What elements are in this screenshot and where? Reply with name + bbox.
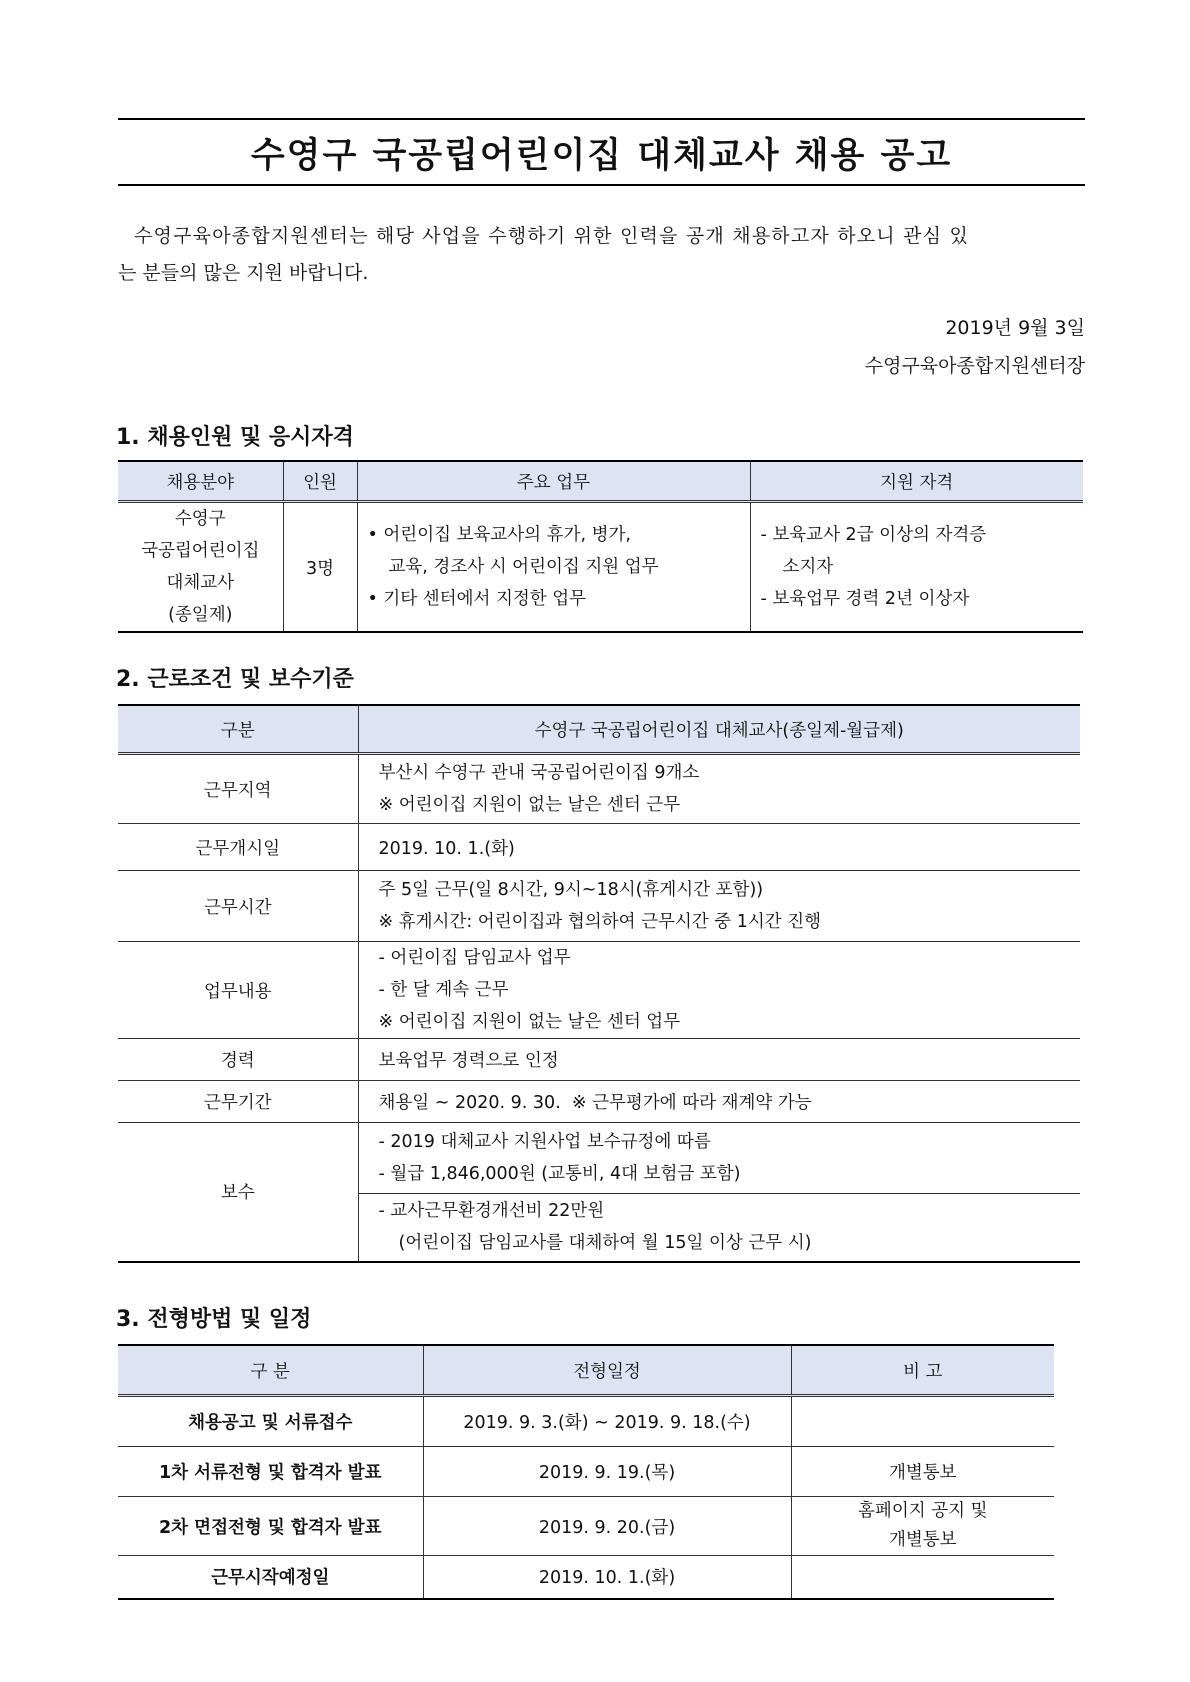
intro-line-2: 는 분들의 많은 지원 바랍니다. — [118, 262, 369, 284]
top-rule — [118, 118, 1085, 120]
row-label: 근무시간 — [118, 871, 358, 942]
recruit-table — [118, 460, 1083, 633]
note-cell — [791, 1396, 1054, 1447]
qualification-line: - 보육업무 경력 2년 이상자 — [760, 589, 970, 609]
schedule-table — [118, 1344, 1054, 1600]
header-duties: 주요 업무 — [357, 461, 750, 502]
section2-heading: 2. 근로조건 및 보수기준 — [116, 667, 354, 692]
row-content — [358, 942, 1080, 1039]
header-position: 수영구 국공립어린이집 대체교사(종일제-월급제) — [358, 705, 1080, 754]
note-line: 홈페이지 공지 및 — [858, 1501, 988, 1521]
content-line: - 월급 1,846,000원 (교통비, 4대 보험금 포함) — [378, 1164, 741, 1184]
content-line: (어린이집 담임교사를 대체하여 월 15일 이상 근무 시) — [398, 1233, 812, 1254]
recruit-count: 3명 — [283, 502, 357, 633]
row-content-pay-allowance — [358, 1194, 1080, 1262]
stage-cell: 채용공고 및 서류접수 — [118, 1396, 423, 1447]
schedule-cell: 2019. 9. 20.(금) — [423, 1497, 791, 1556]
content-line: ※ 어린이집 지원이 없는 날은 센터 근무 — [378, 795, 681, 815]
recruit-field — [118, 502, 283, 633]
row-label: 근무개시일 — [118, 824, 358, 871]
content-line: 주 5일 근무(일 8시간, 9시~18시(휴게시간 포함)) — [378, 880, 764, 900]
stage-cell: 2차 면접전형 및 합격자 발표 — [118, 1497, 423, 1556]
duty-line: 교육, 경조사 시 어린이집 지원 업무 — [388, 557, 659, 577]
notice-issuer: 수영구육아종합지원센터장 — [864, 355, 1085, 377]
duty-line: • 기타 센터에서 지정한 업무 — [367, 589, 587, 609]
qualification-line: 소지자 — [782, 557, 834, 577]
page-title: 수영구 국공립어린이집 대체교사 채용 공고 — [250, 136, 953, 176]
conditions-table — [118, 704, 1080, 1263]
header-field: 채용분야 — [118, 461, 283, 502]
row-content: 보육업무 경력으로 인정 — [358, 1039, 1080, 1081]
row-content — [358, 754, 1080, 824]
row-content — [358, 871, 1080, 942]
notice-date: 2019년 9월 3일 — [945, 317, 1085, 339]
note-cell — [791, 1556, 1054, 1599]
intro-paragraph — [118, 218, 1085, 292]
header-count: 인원 — [283, 461, 357, 502]
note-cell: 개별통보 — [791, 1447, 1054, 1497]
field-line: 수영구 — [174, 509, 226, 529]
header-schedule: 전형일정 — [423, 1345, 791, 1396]
row-label: 근무지역 — [118, 754, 358, 824]
header-note: 비 고 — [791, 1345, 1054, 1396]
title-rule — [118, 184, 1085, 186]
content-line: - 교사근무환경개선비 22만원 — [378, 1201, 605, 1222]
header-stage: 구 분 — [118, 1345, 423, 1396]
row-label: 경력 — [118, 1039, 358, 1081]
row-label-pay: 보수 — [118, 1123, 358, 1262]
row-content: 채용일 ~ 2020. 9. 30. ※ 근무평가에 따라 재계약 가능 — [358, 1081, 1080, 1123]
field-line: (종일제) — [168, 605, 233, 625]
recruit-qualifications — [750, 502, 1083, 633]
schedule-cell: 2019. 9. 3.(화) ~ 2019. 9. 18.(수) — [423, 1396, 791, 1447]
stage-cell: 근무시작예정일 — [118, 1556, 423, 1599]
content-line: ※ 어린이집 지원이 없는 날은 센터 업무 — [378, 1012, 681, 1032]
intro-line-1: 수영구육아종합지원센터는 해당 사업을 수행하기 위한 인력을 공개 채용하고자 하오니 관심 있 — [134, 225, 970, 247]
qualification-line: - 보육교사 2급 이상의 자격증 — [760, 525, 987, 545]
row-content: 2019. 10. 1.(화) — [358, 824, 1080, 871]
duty-line: • 어린이집 보육교사의 휴가, 병가, — [367, 525, 631, 545]
note-line: 개별통보 — [888, 1530, 957, 1550]
note-cell — [791, 1497, 1054, 1556]
content-line: - 한 달 계속 근무 — [378, 980, 509, 1000]
header-category: 구분 — [118, 705, 358, 754]
section1-heading: 1. 채용인원 및 응시자격 — [116, 425, 354, 450]
row-label: 업무내용 — [118, 942, 358, 1039]
field-line: 대체교사 — [166, 573, 235, 593]
field-line: 국공립어린이집 — [141, 541, 260, 561]
schedule-cell: 2019. 9. 19.(목) — [423, 1447, 791, 1497]
schedule-cell: 2019. 10. 1.(화) — [423, 1556, 791, 1599]
stage-cell: 1차 서류전형 및 합격자 발표 — [118, 1447, 423, 1497]
row-content-pay — [358, 1123, 1080, 1194]
row-label: 근무기간 — [118, 1081, 358, 1123]
section3-heading: 3. 전형방법 및 일정 — [116, 1307, 312, 1332]
content-line: ※ 휴게시간: 어린이집과 협의하여 근무시간 중 1시간 진행 — [378, 912, 822, 932]
recruit-duties — [357, 502, 750, 633]
content-line: - 어린이집 담임교사 업무 — [378, 948, 571, 968]
content-line: 부산시 수영구 관내 국공립어린이집 9개소 — [378, 763, 700, 783]
header-qualifications: 지원 자격 — [750, 461, 1083, 502]
content-line: - 2019 대체교사 지원사업 보수규정에 따름 — [378, 1132, 711, 1152]
